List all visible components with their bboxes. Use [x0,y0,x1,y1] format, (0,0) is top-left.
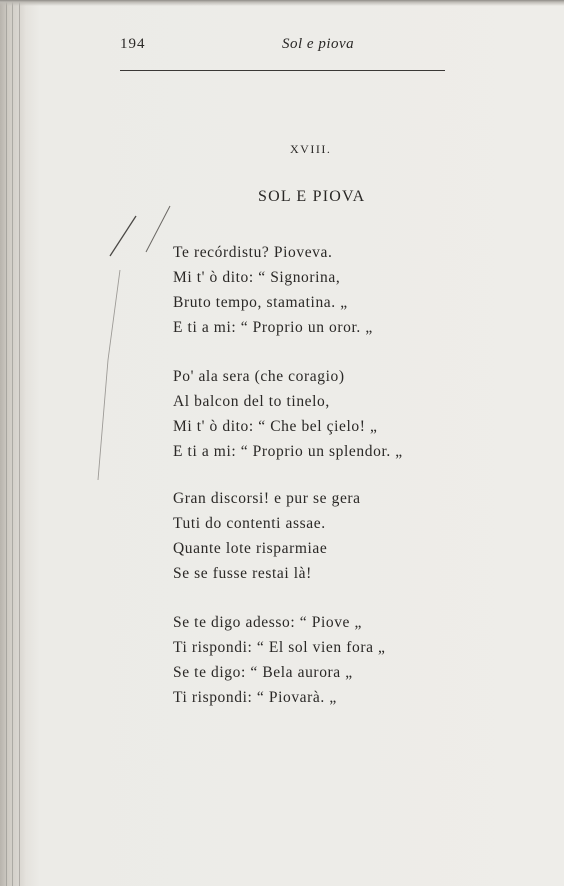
verse-line: Te recórdistu? Pioveva. [173,244,333,261]
running-title: Sol e piova [282,36,355,52]
verse-line: Ti rispondi: “ Piovarà. „ [173,689,337,706]
poem-title: SOL E PIOVA [258,188,366,205]
verse-line: E ti a mi: “ Proprio un splendor. „ [173,443,403,460]
section-number: XVIII. [290,142,332,156]
page-top-edge [0,0,564,6]
verse-line: Gran discorsi! e pur se gera [173,490,361,507]
verse-line: E ti a mi: “ Proprio un oror. „ [173,319,373,336]
page-number: 194 [120,36,146,52]
verse-line: Se se fusse restai là! [173,565,312,582]
verse-line: Po' ala sera (che coragio) [173,368,345,385]
verse-line: Bruto tempo, stamatina. „ [173,294,348,311]
verse-line: Al balcon del to tinelo, [173,393,330,410]
pencil-mark [106,200,176,260]
stanza-4 [173,614,503,714]
verse-line: Ti rispondi: “ El sol vien fora „ [173,639,386,656]
running-head [118,32,448,72]
spine-edge-line [12,0,13,886]
book-spine-shadow [0,0,26,886]
header-rule [120,70,445,71]
margin-pencil-line [86,270,126,480]
spine-edge-line [6,0,7,886]
verse-line: Se te digo adesso: “ Piove „ [173,614,362,631]
spine-edge-line [19,0,20,886]
verse-line: Tuti do contenti assae. [173,515,326,532]
stanza-1 [173,244,503,344]
stanza-3 [173,490,503,590]
verse-line: Mi t' ò dito: “ Che bel çielo! „ [173,418,378,435]
verse-line: Se te digo: “ Bela aurora „ [173,664,353,681]
stanza-2 [173,368,503,468]
verse-line: Quante lote risparmiae [173,540,328,557]
verse-line: Mi t' ò dito: “ Signorina, [173,269,341,286]
